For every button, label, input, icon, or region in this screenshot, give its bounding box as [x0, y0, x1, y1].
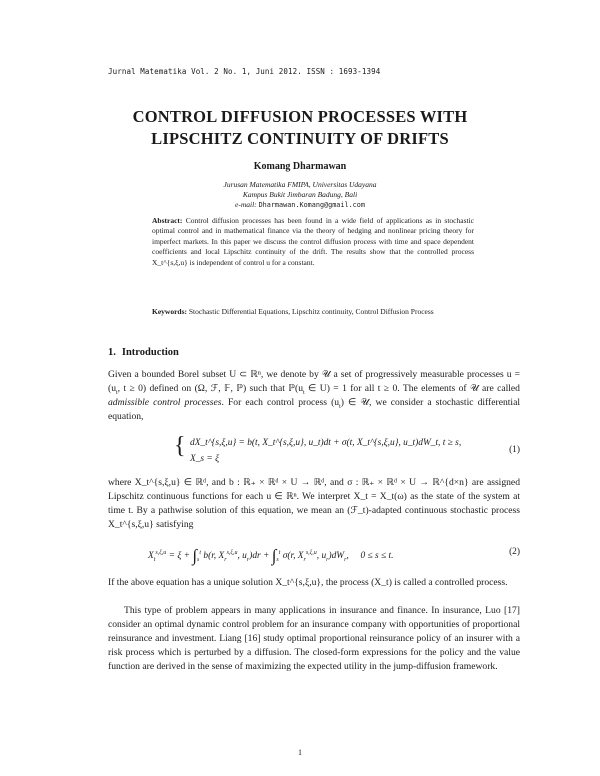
equation-2-body: $X_t^{s,\xi,u} = \xi + \int_s^t$ b(r, $X_r^{s,\xi,u}$, $u_r)dr + \int_s^t$ σ(r, $X_r^{s,\xi,u}$, $u_r)dW_r$, 0 ≤ s ≤ t.	[148, 546, 394, 565]
para1-emphasis: admissible control processes	[108, 397, 222, 408]
affiliation-line-1: Jurusan Matematika FMIPA, Universitas Udayana	[223, 180, 377, 189]
page-number: 1	[298, 748, 302, 757]
equation-2	[108, 540, 520, 570]
paragraph-3: If the above equation has a unique solution X_t^{s,ξ,u}, the process (X_t) is called a controlled process.	[108, 577, 508, 588]
paper-title	[60, 106, 540, 150]
paragraph-2: where X_t^{s,ξ,u} ∈ ℝᵈ, and b : ℝ₊ × ℝᵈ × U → ℝᵈ, and σ : ℝ₊ × ℝᵈ × U → ℝ^{d×n} are assigned Lipschitz continuous functions for each u ∈ ℝⁿ. We interpret X_t = X_t(ω) as the state of the system at time t. By a pathwise solution of this equation, we mean an (ℱ_t)-adapted continuous stochastic process X_t^{s,ξ,u} satisfying	[108, 477, 520, 530]
equation-1-number: (1)	[509, 445, 520, 455]
email-address: Dharmawan.Komang@gmail.com	[258, 201, 365, 209]
keywords-label: Keywords:	[152, 307, 187, 316]
abstract-text: Control diffusion processes has been found in a wide field of applications as in stochastic optimal control and in mathematical finance via the theory of hedging and nonlinear pricing theory for imperfect markets. In this paper we discuss the control diffusion process with time and space dependent coefficients and local Lipschitz continuity of the drift. The results show that the controlled process X_t^{s,ξ,u} is independent of control u for a constant.	[152, 216, 474, 267]
title-line-1: CONTROL DIFFUSION PROCESSES WITH	[132, 107, 468, 126]
section-title: Introduction	[121, 347, 179, 358]
author-name: Komang Dharmawan	[253, 161, 347, 172]
equation-1	[108, 434, 520, 474]
affiliation-line-2: Kampus Bukit Jimbaran Badung, Bali	[242, 190, 358, 199]
para1-part-a: Given a bounded Borel subset U ⊂ ℝⁿ, we denote by 𝒰 a set of progressively measurable processes u = (u	[108, 369, 520, 394]
equation-1-line-1: dX_t^{s,ξ,u} = b(t, X_t^{s,ξ,u}, u_t)dt + σ(t, X_t^{s,ξ,u}, u_t)dW_t, t ≥ s,	[190, 438, 462, 448]
para1-part-e: ) ∈ 𝒰, we consider a stochastic differential equation,	[108, 397, 521, 422]
para1-part-c: ∈ U) = 1 for all t ≥ 0. The elements of 𝒰 are called	[304, 383, 520, 394]
para1-part-b: , t ≥ 0) defined on (Ω, ℱ, 𝔽, ℙ) such that ℙ(u	[117, 383, 303, 394]
paragraph-4: This type of problem appears in many applications in insurance and finance. In insurance, Luo [17] consider an optimal dynamic control problem for an insurance company with opportunities of proportional reinsurance and investment. Liang [16] study optimal proportional reinsurance policy of an insurer with a risk process which is perturbed by a diffusion. The closed-form expressions for the policy and the value function are derived in the sense of maximizing the expected utility in the jump-diffusion framework.	[108, 605, 520, 672]
abstract-label: Abstract:	[152, 216, 183, 225]
section-heading	[108, 347, 179, 358]
paragraph-1: Given a bounded Borel subset U ⊂ ℝⁿ, we denote by 𝒰 a set of progressively measurable processes $u = (u_t$, t ≥ 0) defined on (Ω, ℱ, 𝔽, ℙ) such that $ℙ(u_t$ ∈ U) = 1 for all t ≥ 0. The elements of 𝒰 are called admissible control processes. For each control process $(u_t)$ ∈ 𝒰, we consider a stochastic differential equation,	[108, 369, 521, 422]
equation-2-number: (2)	[509, 547, 520, 557]
equation-1-line-2: X_s = ξ	[190, 454, 220, 464]
section-number: 1.	[108, 347, 116, 358]
keywords-text: Stochastic Differential Equations, Lipschitz continuity, Control Diffusion Process	[188, 307, 434, 316]
abstract	[152, 216, 474, 268]
keywords	[152, 307, 474, 317]
email-label: e-mail:	[235, 200, 257, 209]
journal-running-head: Jurnal Matematika Vol. 2 No. 1, Juni 2012. ISSN : 1693-1394	[108, 67, 381, 76]
para1-part-d: . For each control process (u	[221, 397, 340, 408]
affiliation-email	[0, 200, 600, 209]
title-line-2: LIPSCHITZ CONTINUITY OF DRIFTS	[151, 129, 449, 148]
equation-1-brace: {	[174, 433, 186, 459]
